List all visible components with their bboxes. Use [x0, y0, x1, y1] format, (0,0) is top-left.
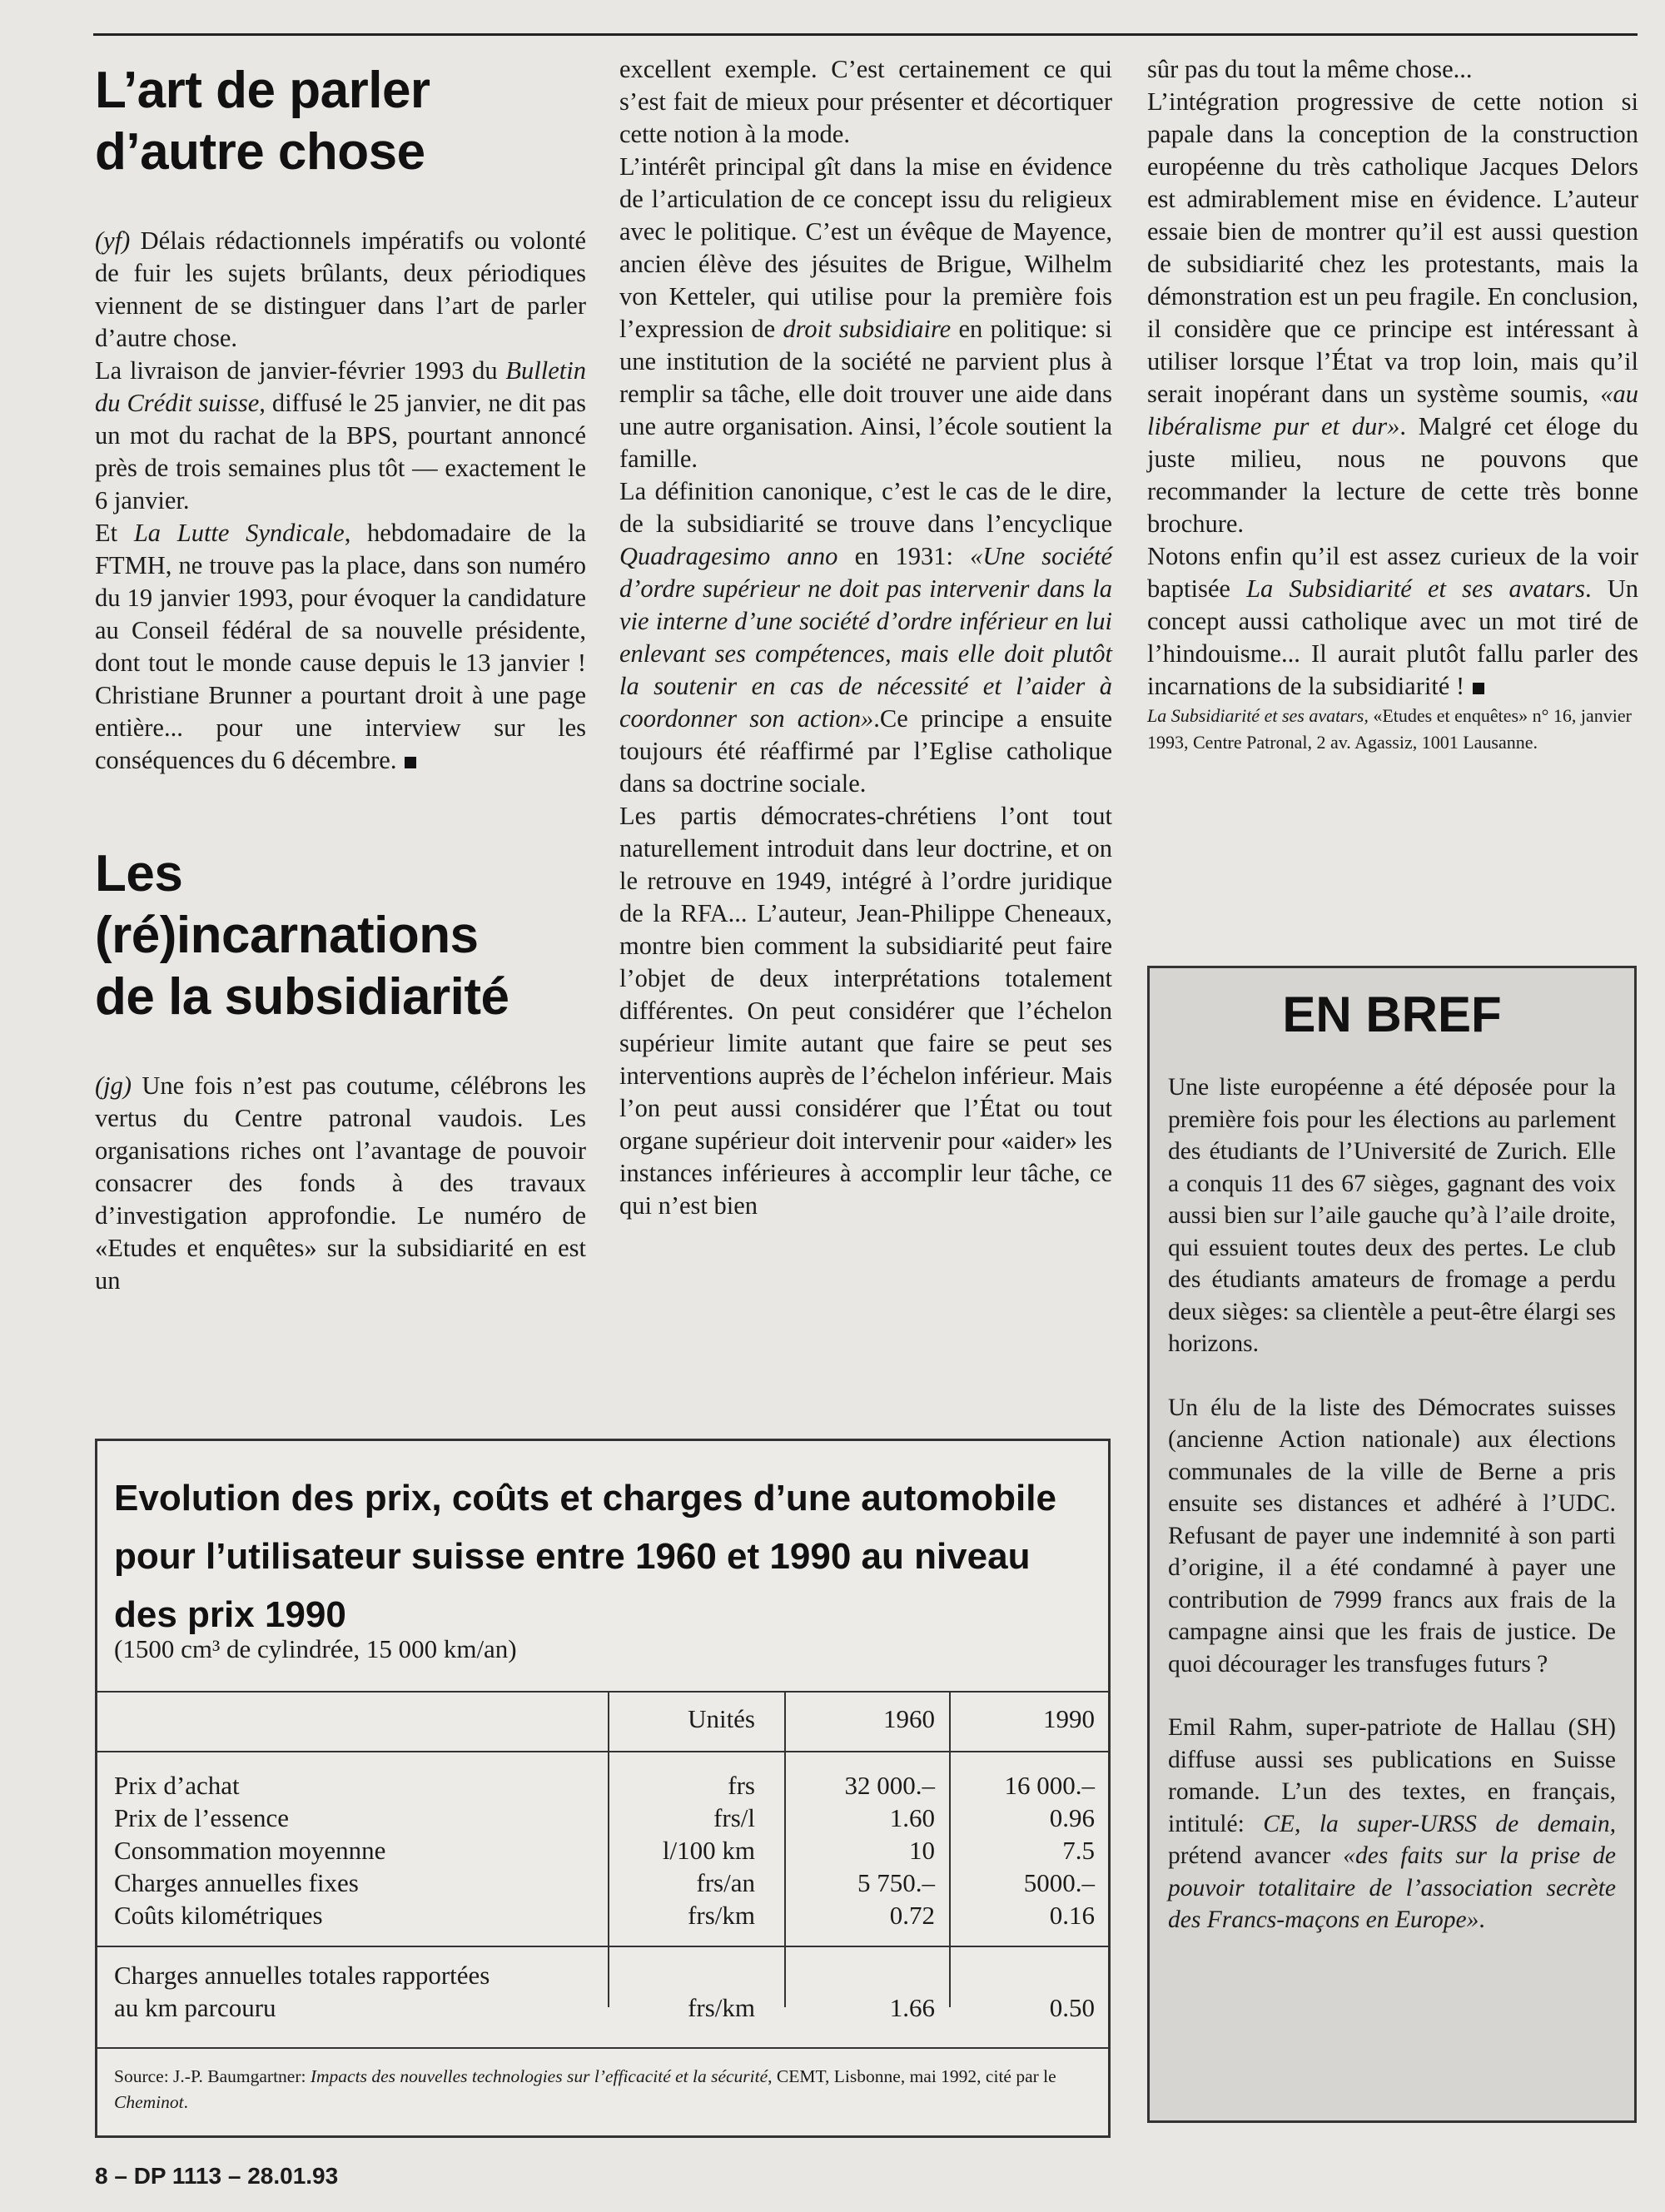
- article-1-paragraph-3: Et La Lutte Syndicale, hebdomadaire de la FTMH, ne trouve pas la place, dans son numéro du 19 janvier 1993, pour évoquer la candidature au Conseil fédéral de sa nouvelle présidente, dont tout le monde cause depuis le 13 janvier ! Christiane Brunner a pourtant droit à une page entière... pour une interview sur les conséquences du 6 décembre.: [95, 519, 586, 774]
- article-1-paragraph-1: (yf) Délais rédactionnels impératifs ou volonté de fuir les sujets brûlants, deux périodiques viennent de se distinguer dans l’art de parler d’autre chose.: [95, 226, 587, 352]
- table-subtitle: (1500 cm³ de cylindrée, 15 000 km/an): [114, 1634, 517, 1663]
- table-rule: [97, 1946, 1108, 1947]
- end-mark-icon: [1473, 683, 1484, 694]
- column-1: [95, 60, 586, 1297]
- article-2-paragraph-2: excellent exemple. C’est certainement ce qui s’est fait de mieux pour présenter et décortiquer cette notion à la mode.: [619, 55, 1112, 148]
- table-source: Source: J.-P. Baumgartner: Impacts des nouvelles technologies sur l’efficacité et la sécurité, CEMT, Lisbonne, mai 1992, cité par le Cheminot.: [114, 2066, 1056, 2112]
- table-title: Evolution des prix, coûts et charges d’une automobile pour l’utilisateur suisse entre 1960 et 1990 au niveau des prix 1990: [114, 1478, 1056, 1635]
- article-2-paragraph-7: L’intégration progressive de cette notion si papale dans la conception de la construction européenne du très catholique Jacques Delors est admirablement mise en évidence. L’auteur essaie bien de montrer qu’il est aussi question de subsidiarité chez les protestants, mais la démonstration est un peu fragile. En conclusion, il considère que ce principe est intéressant à utiliser lorsque l’État va trop loin, mais qu’il serait inopérant dans un système soumis, «au libéralisme pur et dur». Malgré cet éloge du juste milieu, nous ne pouvons que recommander la lecture de cette très bonne brochure.: [1147, 87, 1638, 538]
- table-rule: [97, 1751, 1108, 1752]
- article-2-paragraph-3: L’intérêt principal gît dans la mise en évidence de l’articulation de ce concept issu du religieux avec le politique. C’est un évêque de Mayence, ancien élève des jésuites de Brigue, Wilhelm von Ketteler, qui utilise pour la première fois l’expression de droit subsidiaire en politique: si une institution de la société ne parvient plus à remplir sa tâche, elle doit trouver une aide dans une autre organisation. Ainsi, l’école soutient la famille.: [619, 152, 1112, 473]
- table-header-1990: 1990: [1043, 1704, 1095, 1733]
- top-rule: [93, 33, 1638, 36]
- price-evolution-table-box: Evolution des prix, coûts et charges d’une automobile pour l’utilisateur suisse entre 1960 et 1990 au niveau des prix 1990 (1500 cm³ de cylindrée, 15 000 km/an) Unités 1960 1990 Prix d’achat frs 32 000.– 16 000.– Prix de l’essence frs/l 1.60 0.96 Consommation moyennne l/100 km 10 7.5 Charges annuelles fixes frs/an 5 750.– 5000.– Coûts kilométriques frs/km 0.72 0.16 Charges annuelles totales rapportées au km parcouru frs/km 1.66 0.50 Source: J.-P. Baumgartner: Impacts des nouvelles technologies sur l’efficacité et la sécurité, CEMT, Lisbonne, mai 1992, cité par le Cheminot.: [95, 1439, 1111, 2138]
- article-2-paragraph-1: (jg) Une fois n’est pas coutume, célébrons les vertus du Centre patronal vaudois. Les organisations riches ont l’avantage de pouvoir consacrer des fonds à des travaux d’investigation approfondie. Le numéro de «Etudes et enquêtes» sur la subsidiarité en est un: [95, 1071, 586, 1295]
- en-bref-item-3: Emil Rahm, super-patriote de Hallau (SH) diffuse aussi ses publications en Suisse romande. L’un des textes, en français, intitulé: CE, la super-URSS de demain, prétend avancer «des faits sur la prise de pouvoir totalitaire de l’association secrète des Francs-maçons en Europe».: [1168, 1714, 1616, 1933]
- en-bref-item-2: Un élu de la liste des Démocrates suisses (ancienne Action nationale) aux élections communales de la ville de Berne a pris ensuite ses distances et adhéré à l’UDC. Refusant de payer une indemnité à son parti d’origine, il a été condamné à payer une contribution de 7999 francs aux frais de la campagne ainsi que les frais de justice. De quoi décourager les transfuges futurs ?: [1168, 1394, 1616, 1678]
- table-column-divider: [784, 1691, 786, 2007]
- table-rule: [97, 1691, 1108, 1693]
- table-column-divider: [608, 1691, 609, 2007]
- article-2-paragraph-6: sûr pas du tout la même chose...: [1147, 55, 1473, 83]
- page-footer: 8 – DP 1113 – 28.01.93: [95, 2163, 339, 2189]
- article-1-paragraph-2: La livraison de janvier-février 1993 du Bulletin du Crédit suisse, diffusé le 25 janvier, ne dit pas un mot du rachat de la BPS, pourtant annoncé près de trois semaines plus tôt — exactement le 6 janvier.: [95, 356, 586, 514]
- table-header-1960: 1960: [883, 1704, 935, 1733]
- article-2-reference: La Subsidiarité et ses avatars, «Etudes et enquêtes» n° 16, janvier 1993, Centre Patronal, 2 av. Agassiz, 1001 Lausanne.: [1147, 705, 1632, 753]
- article-2-paragraph-4: La définition canonique, c’est le cas de le dire, de la subsidiarité se trouve dans l’encyclique Quadragesimo anno en 1931: «Une société d’ordre supérieur ne doit pas intervenir dans la vie interne d’une société d’ordre inférieur en lui enlevant ses compétences, mais elle doit plutôt la soutenir en cas de nécessité et l’aider à coordonner son action».Ce principe a ensuite toujours été réaffirmé par l’Eglise catholique dans sa doctrine sociale.: [619, 477, 1112, 798]
- en-bref-title: EN BREF: [1282, 987, 1502, 1042]
- end-mark-icon: [405, 757, 416, 768]
- article-2-title: Les (ré)incarnations de la subsidiarité: [95, 845, 509, 1026]
- article-2-paragraph-5: Les partis démocrates-chrétiens l’ont tout naturellement introduit dans leur doctrine, et on le retrouve en 1949, intégré à l’ordre juridique de la RFA... L’auteur, Jean-Philippe Cheneaux, montre bien comment la subsidiarité peut faire l’objet de deux interprétations totalement différentes. On peut considérer que l’échelon supérieur limite autant que faire se peut ses interventions auprès de l’échelon inférieur. Mais l’on peut aussi considérer que l’État ou tout organe supérieur doit intervenir pour «aider» les instances inférieures à accomplir leur tâche, ce qui n’est bien: [619, 802, 1112, 1220]
- article-2-paragraph-8: Notons enfin qu’il est assez curieux de la voir baptisée La Subsidiarité et ses avatars. Un concept aussi catholique avec un mot tiré de l’hindouisme... Il aurait plutôt fallu parler des incarnations de la subsidiarité !: [1147, 542, 1639, 700]
- table-header-units: Unités: [688, 1704, 755, 1733]
- en-bref-item-1: Une liste européenne a été déposée pour la première fois pour les élections au parlement des étudiants de l’Université de Zurich. Elle a conquis 11 des 67 sièges, gagnant des voix aussi bien sur l’aile gauche qu’à l’aile droite, qui essuient toutes deux des pertes. Le club des étudiants amateurs de fromage a perdu deux sièges: sa clientèle a peut-être élargi ses horizons.: [1168, 1074, 1616, 1357]
- column-3: [1147, 53, 1638, 756]
- article-1-title: L’art de parler d’autre chose: [95, 62, 430, 181]
- table-rule: [97, 2047, 1108, 2049]
- column-2: [619, 53, 1112, 1222]
- table-column-divider: [949, 1691, 951, 2007]
- en-bref-box: [1147, 966, 1637, 2123]
